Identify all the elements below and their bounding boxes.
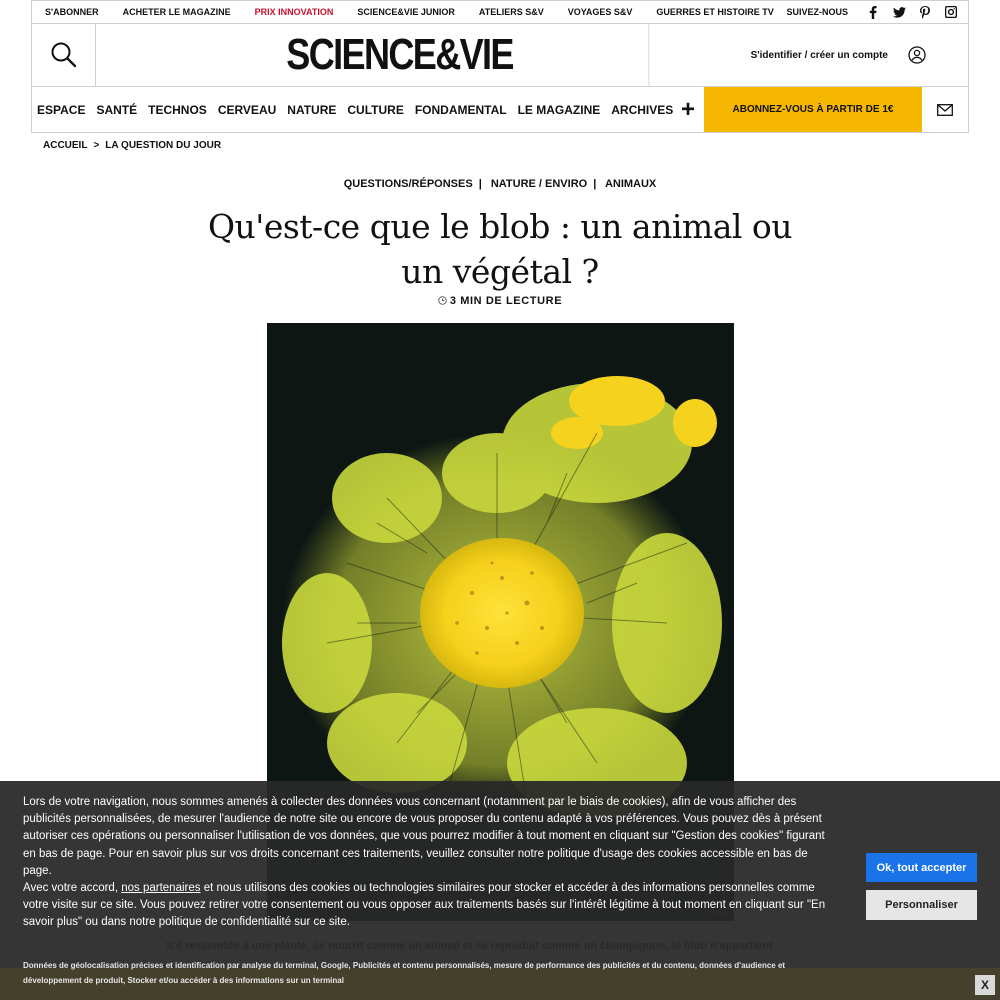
nav-more-button[interactable]: + — [680, 95, 695, 123]
breadcrumb-current[interactable]: LA QUESTION DU JOUR — [105, 140, 222, 151]
mail-icon — [937, 104, 953, 116]
twitter-icon[interactable] — [892, 5, 906, 19]
top-link-ateliers[interactable]: ATELIERS S&V — [478, 7, 544, 17]
top-links — [32, 7, 786, 17]
cookie-paragraph-2-start: Avec votre accord, — [23, 882, 122, 895]
nav-item-technos[interactable]: TECHNOS — [148, 102, 207, 117]
subscribe-button[interactable]: ABONNEZ-VOUS À PARTIR DE 1€ — [704, 87, 922, 132]
social-follow — [786, 5, 958, 19]
cookie-text — [23, 794, 833, 932]
main-nav — [31, 87, 969, 133]
cookie-purposes: Données de géolocalisation précises et identification par analyse du terminal, Google, Publicités et contenu personnalisés, mesure de performance des publicités et du contenu, données d'audience et développement de produit, Stocker et/ou accéder à des informations sur un terminal — [23, 961, 786, 985]
cookie-consent-banner — [0, 781, 1000, 1000]
instagram-icon[interactable] — [944, 5, 958, 19]
nav-item-espace[interactable]: ESPACE — [37, 102, 86, 117]
breadcrumb-separator: > — [93, 140, 100, 151]
accept-all-button[interactable]: Ok, tout accepter — [866, 853, 977, 882]
login-link[interactable]: S'identifier / créer un compte — [750, 49, 888, 61]
nav-item-culture[interactable]: CULTURE — [347, 102, 404, 117]
newsletter-button[interactable] — [922, 104, 968, 116]
user-icon[interactable] — [908, 46, 926, 64]
close-banner-button[interactable]: X — [975, 975, 995, 995]
account-area — [704, 24, 968, 86]
site-logo[interactable]: SCIENCE&VIE — [151, 24, 650, 86]
pinterest-icon[interactable] — [918, 5, 932, 19]
top-link-junior[interactable]: SCIENCE&VIE JUNIOR — [357, 7, 455, 17]
top-link-prix-innovation[interactable]: PRIX INNOVATION — [254, 7, 334, 17]
nav-item-fondamental[interactable]: FONDAMENTAL — [414, 102, 507, 117]
nav-item-sante[interactable]: SANTÉ — [96, 102, 138, 117]
top-link-voyages[interactable]: VOYAGES S&V — [567, 7, 633, 17]
partners-link[interactable]: nos partenaires — [121, 882, 201, 895]
read-time-label: 3 MIN DE LECTURE — [449, 295, 563, 307]
search-button[interactable] — [32, 24, 96, 86]
article-categories — [0, 178, 1000, 190]
personalize-button[interactable]: Personnaliser — [866, 890, 977, 920]
nav-items — [32, 103, 672, 117]
cookie-paragraph-1: Lors de votre navigation, nous sommes amenés à collecter des données vous concernant (notamment par le biais de cookies), afin de vous afficher des publicités personnalisées, de mesurer l'audience de notre site ou encore de vous proposer du contenu adapté à vos préférences. Vous pouvez dès à présent autoriser ces opérations ou personnaliser l'utilisation de vos données, que vous pourrez modifier à tout moment en cliquant sur "Gestion des cookies" figurant en bas de page. Pour en savoir plus sur vos droits concernant ces traitements, veuillez consulter notre politique d'usage des cookies accessible en bas de page. — [23, 796, 825, 877]
clock-icon — [438, 296, 447, 305]
nav-item-nature[interactable]: NATURE — [287, 102, 337, 117]
follow-label: SUIVEZ-NOUS — [786, 7, 848, 17]
category-divider: | — [478, 178, 482, 190]
top-utility-bar — [31, 0, 969, 24]
category-divider: | — [593, 178, 597, 190]
nav-item-le-magazine[interactable]: LE MAGAZINE — [517, 102, 601, 117]
category-questions-reponses[interactable]: QUESTIONS/RÉPONSES — [343, 178, 473, 190]
facebook-icon[interactable] — [866, 5, 880, 19]
top-link-guerres-histoire[interactable]: GUERRES ET HISTOIRE TV — [656, 7, 774, 17]
category-nature-enviro[interactable]: NATURE / ENVIRO — [490, 178, 588, 190]
top-link-subscribe[interactable]: S'ABONNER — [45, 7, 99, 17]
breadcrumb-home[interactable]: ACCUEIL — [43, 140, 88, 151]
breadcrumb — [43, 140, 221, 151]
search-icon — [50, 41, 78, 69]
top-link-buy-magazine[interactable]: ACHETER LE MAGAZINE — [122, 7, 231, 17]
nav-item-cerveau[interactable]: CERVEAU — [217, 102, 277, 117]
site-header — [31, 24, 969, 87]
nav-item-archives[interactable]: ARCHIVES — [611, 102, 674, 117]
article-title: Qu'est-ce que le blob : un animal ou un végétal ? — [207, 207, 793, 291]
cookie-paragraph-2-end: et nous utilisons des cookies ou technologies similaires pour stocker et accéder à des informations personnelles comme votre visite sur ce site. Vous pouvez retirer votre consentement ou vous opposer aux traitements basés sur l'intérêt légitime à tout moment en cliquant sur "En savoir plus" ou dans notre politique de confidentialité sur ce site. — [23, 882, 826, 929]
category-animaux[interactable]: ANIMAUX — [604, 178, 657, 190]
read-time — [0, 295, 1000, 307]
